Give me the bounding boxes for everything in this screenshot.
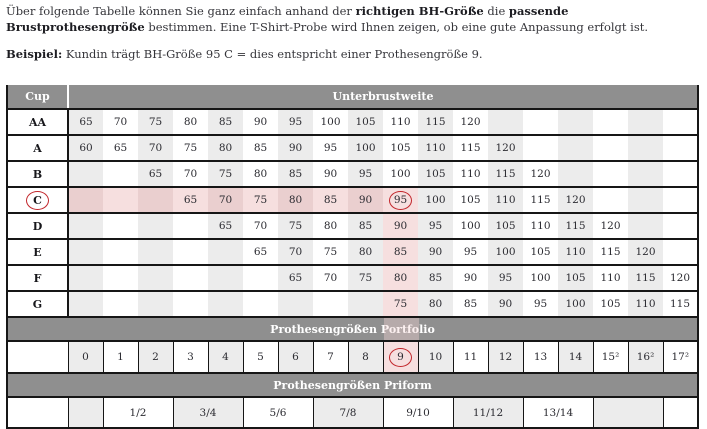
cell-AA-col6: 90 [243, 109, 278, 135]
cell-E-col13: 100 [488, 239, 523, 265]
prosthesis-size-15²: 15² [593, 341, 628, 373]
cell-F-col13: 95 [488, 265, 523, 291]
cup-row-F [7, 265, 698, 291]
cell-B-col13: 115 [488, 161, 523, 187]
cell-B-col2 [103, 161, 138, 187]
cell-AA-col3: 75 [138, 109, 173, 135]
example-text: Kundin trägt BH-Größe 95 C = dies entspricht einer Prothesengröße 9. [62, 47, 483, 61]
cell-G-col4 [173, 291, 208, 317]
priform-size-3/4: 3/4 [173, 397, 243, 428]
cell-G-col5 [208, 291, 243, 317]
cell-F-col1 [68, 265, 103, 291]
cell-D-col1 [68, 213, 103, 239]
cell-E-col4 [173, 239, 208, 265]
prosthesis-size-6: 6 [278, 341, 313, 373]
portfolio-band-label: Prothesengrößen Portfolio [270, 322, 435, 336]
cell-D-col15: 115 [558, 213, 593, 239]
cell-C-col11: 100 [418, 187, 453, 213]
cell-E-col2 [103, 239, 138, 265]
intro-paragraph [6, 4, 704, 35]
cell-B-col15 [558, 161, 593, 187]
cell-C-col7: 80 [278, 187, 313, 213]
portfolio-sizes-row [7, 341, 698, 373]
cell-E-col5 [208, 239, 243, 265]
prosthesis-size-14: 14 [558, 341, 593, 373]
cell-AA-col1: 65 [68, 109, 103, 135]
cell-AA-col10: 110 [383, 109, 418, 135]
cell-D-col10: 90 [383, 213, 418, 239]
example-label: Beispiel: [6, 47, 63, 61]
cell-AA-col4: 80 [173, 109, 208, 135]
cup-row-AA [7, 109, 698, 135]
priform-size-5/6: 5/6 [243, 397, 313, 428]
cell-G-col17: 110 [628, 291, 663, 317]
prosthesis-size-11: 11 [453, 341, 488, 373]
intro-text-1: Über folgende Tabelle können Sie ganz einfach anhand der [6, 4, 356, 18]
cup-row-D [7, 213, 698, 239]
cell-D-col2 [103, 213, 138, 239]
portfolio-lead-cell [7, 341, 68, 373]
cell-A-col1: 60 [68, 135, 103, 161]
cup-label-F: F [7, 265, 68, 291]
cell-E-col12: 95 [453, 239, 488, 265]
circled-prosthesis-size: 9 [389, 348, 412, 367]
cell-C-col9: 90 [348, 187, 383, 213]
cup-label-G: G [7, 291, 68, 317]
prosthesis-size-17²: 17² [663, 341, 698, 373]
cell-AA-col11: 115 [418, 109, 453, 135]
cell-B-col4: 70 [173, 161, 208, 187]
cup-row-B [7, 161, 698, 187]
cell-G-col2 [103, 291, 138, 317]
cell-E-col17: 120 [628, 239, 663, 265]
cell-C-col5: 70 [208, 187, 243, 213]
table-header-row [7, 85, 698, 109]
cell-E-col7: 70 [278, 239, 313, 265]
cell-E-col9: 80 [348, 239, 383, 265]
cell-F-col16: 110 [593, 265, 628, 291]
cell-D-col17 [628, 213, 663, 239]
cell-A-col16 [593, 135, 628, 161]
cell-AA-col15 [558, 109, 593, 135]
cup-label-B: B [7, 161, 68, 187]
cell-F-col6 [243, 265, 278, 291]
priform-size-1/2: 1/2 [103, 397, 173, 428]
cell-G-col15: 100 [558, 291, 593, 317]
cell-E-col1 [68, 239, 103, 265]
portfolio-band [7, 317, 698, 341]
size-table [6, 85, 699, 429]
cell-G-col6 [243, 291, 278, 317]
cell-A-col7: 90 [278, 135, 313, 161]
cell-E-col18 [663, 239, 698, 265]
cup-label-D: D [7, 213, 68, 239]
cell-D-col9: 85 [348, 213, 383, 239]
cell-F-col4 [173, 265, 208, 291]
cell-E-col8: 75 [313, 239, 348, 265]
cell-F-col7: 65 [278, 265, 313, 291]
cell-G-col1 [68, 291, 103, 317]
cell-B-col14: 120 [523, 161, 558, 187]
intro-text-2: die [483, 4, 509, 18]
cell-B-col6: 80 [243, 161, 278, 187]
cell-C-col8: 85 [313, 187, 348, 213]
cell-E-col16: 115 [593, 239, 628, 265]
cell-AA-col17 [628, 109, 663, 135]
cell-B-col12: 110 [453, 161, 488, 187]
cell-F-col2 [103, 265, 138, 291]
cell-G-col8 [313, 291, 348, 317]
cell-F-col17: 115 [628, 265, 663, 291]
cell-B-col10: 100 [383, 161, 418, 187]
cell-F-col9: 75 [348, 265, 383, 291]
cell-C-col18 [663, 187, 698, 213]
cell-G-col18: 115 [663, 291, 698, 317]
priform-band-row [7, 373, 698, 397]
cell-F-col15: 105 [558, 265, 593, 291]
cell-AA-col14 [523, 109, 558, 135]
cell-C-col1 [68, 187, 103, 213]
cell-D-col6: 70 [243, 213, 278, 239]
priform-size-13/14: 13/14 [523, 397, 593, 428]
portfolio-band-row [7, 317, 698, 341]
cell-F-col8: 70 [313, 265, 348, 291]
example-paragraph [6, 47, 701, 62]
prosthesis-size-16²: 16² [628, 341, 663, 373]
cell-G-col12: 85 [453, 291, 488, 317]
cell-B-col7: 85 [278, 161, 313, 187]
cell-D-col16: 120 [593, 213, 628, 239]
cell-E-col14: 105 [523, 239, 558, 265]
cell-A-col8: 95 [313, 135, 348, 161]
cell-C-col15: 120 [558, 187, 593, 213]
cell-D-col13: 105 [488, 213, 523, 239]
prosthesis-size-7: 7 [313, 341, 348, 373]
cell-C-col2 [103, 187, 138, 213]
prosthesis-size-4: 4 [208, 341, 243, 373]
intro-bold-bh-groesse: richtigen BH-Größe [355, 4, 484, 18]
cell-B-col16 [593, 161, 628, 187]
cell-B-col5: 75 [208, 161, 243, 187]
cell-F-col11: 85 [418, 265, 453, 291]
cell-A-col4: 75 [173, 135, 208, 161]
cell-G-col9 [348, 291, 383, 317]
cell-D-col12: 100 [453, 213, 488, 239]
cell-G-col7 [278, 291, 313, 317]
cell-E-col3 [138, 239, 173, 265]
cell-AA-col9: 105 [348, 109, 383, 135]
cell-A-col11: 110 [418, 135, 453, 161]
cell-F-col5 [208, 265, 243, 291]
cell-AA-col13 [488, 109, 523, 135]
cell-D-col18 [663, 213, 698, 239]
cell-B-col1 [68, 161, 103, 187]
cell-AA-col7: 95 [278, 109, 313, 135]
priform-band [7, 373, 698, 397]
cup-row-C [7, 187, 698, 213]
priform-sizes-row [7, 397, 698, 428]
cell-D-col8: 80 [313, 213, 348, 239]
cell-A-col13: 120 [488, 135, 523, 161]
cell-C-col10 [383, 187, 418, 213]
cell-E-col11: 90 [418, 239, 453, 265]
cell-A-col17 [628, 135, 663, 161]
cell-A-col15 [558, 135, 593, 161]
cell-E-col6: 65 [243, 239, 278, 265]
cell-C-col14: 115 [523, 187, 558, 213]
cell-F-col3 [138, 265, 173, 291]
cell-F-col18: 120 [663, 265, 698, 291]
cell-B-col18 [663, 161, 698, 187]
prosthesis-size-13: 13 [523, 341, 558, 373]
priform-size-11/12: 11/12 [453, 397, 523, 428]
priform-lead-cell [7, 397, 68, 428]
cell-D-col3 [138, 213, 173, 239]
cell-G-col11: 80 [418, 291, 453, 317]
prosthesis-size-8: 8 [348, 341, 383, 373]
cell-F-col14: 100 [523, 265, 558, 291]
prosthesis-size-10: 10 [418, 341, 453, 373]
cup-label-E: E [7, 239, 68, 265]
cell-C-col12: 105 [453, 187, 488, 213]
cell-C-col4: 65 [173, 187, 208, 213]
cell-F-col10: 80 [383, 265, 418, 291]
cell-A-col3: 70 [138, 135, 173, 161]
cell-G-col10: 75 [383, 291, 418, 317]
cell-A-col6: 85 [243, 135, 278, 161]
cell-D-col5: 65 [208, 213, 243, 239]
cell-D-col7: 75 [278, 213, 313, 239]
circled-bra-size: 95 [389, 191, 412, 210]
cell-A-col14 [523, 135, 558, 161]
cell-C-col6: 75 [243, 187, 278, 213]
circled-cup-letter: C [26, 191, 49, 210]
cup-row-A [7, 135, 698, 161]
cell-C-col3 [138, 187, 173, 213]
cell-E-col15: 110 [558, 239, 593, 265]
cell-A-col9: 100 [348, 135, 383, 161]
cell-A-col12: 115 [453, 135, 488, 161]
unterbrustweite-header: Unterbrustweite [68, 85, 698, 109]
cell-AA-col5: 85 [208, 109, 243, 135]
cup-label-A: A [7, 135, 68, 161]
cell-B-col9: 95 [348, 161, 383, 187]
cell-C-col13: 110 [488, 187, 523, 213]
cell-A-col10: 105 [383, 135, 418, 161]
prosthesis-size-12: 12 [488, 341, 523, 373]
prosthesis-size-0: 0 [68, 341, 103, 373]
cup-row-E [7, 239, 698, 265]
cell-B-col8: 90 [313, 161, 348, 187]
cell-C-col17 [628, 187, 663, 213]
cell-G-col14: 95 [523, 291, 558, 317]
cell-D-col4 [173, 213, 208, 239]
cup-label-C [7, 187, 68, 213]
prosthesis-size-9 [383, 341, 418, 373]
prosthesis-size-1: 1 [103, 341, 138, 373]
intro-bold-prothesengroesse: passende Brustprothesengröße [6, 4, 569, 34]
priform-band-label: Prothesengrößen Priform [273, 378, 432, 392]
cell-A-col2: 65 [103, 135, 138, 161]
prosthesis-size-3: 3 [173, 341, 208, 373]
priform-empty-cell [68, 397, 103, 428]
cup-row-G [7, 291, 698, 317]
cell-B-col3: 65 [138, 161, 173, 187]
priform-empty-cell [663, 397, 698, 428]
cell-A-col5: 80 [208, 135, 243, 161]
cell-AA-col12: 120 [453, 109, 488, 135]
cell-B-col17 [628, 161, 663, 187]
cell-G-col3 [138, 291, 173, 317]
cell-A-col18 [663, 135, 698, 161]
cell-D-col14: 110 [523, 213, 558, 239]
prosthesis-size-2: 2 [138, 341, 173, 373]
priform-size-7/8: 7/8 [313, 397, 383, 428]
cell-F-col12: 90 [453, 265, 488, 291]
cell-C-col16 [593, 187, 628, 213]
intro-text-3: bestimmen. Eine T-Shirt-Probe wird Ihnen zeigen, ob eine gute Anpassung erfolgt ist. [144, 19, 649, 34]
prosthesis-size-5: 5 [243, 341, 278, 373]
cup-header: Cup [7, 85, 68, 109]
cell-AA-col8: 100 [313, 109, 348, 135]
priform-empty-cell [593, 397, 663, 428]
cell-E-col10: 85 [383, 239, 418, 265]
cell-AA-col18 [663, 109, 698, 135]
cell-AA-col16 [593, 109, 628, 135]
cup-label-AA: AA [7, 109, 68, 135]
cell-G-col16: 105 [593, 291, 628, 317]
cell-D-col11: 95 [418, 213, 453, 239]
priform-size-9/10: 9/10 [383, 397, 453, 428]
cell-B-col11: 105 [418, 161, 453, 187]
cell-G-col13: 90 [488, 291, 523, 317]
cell-AA-col2: 70 [103, 109, 138, 135]
